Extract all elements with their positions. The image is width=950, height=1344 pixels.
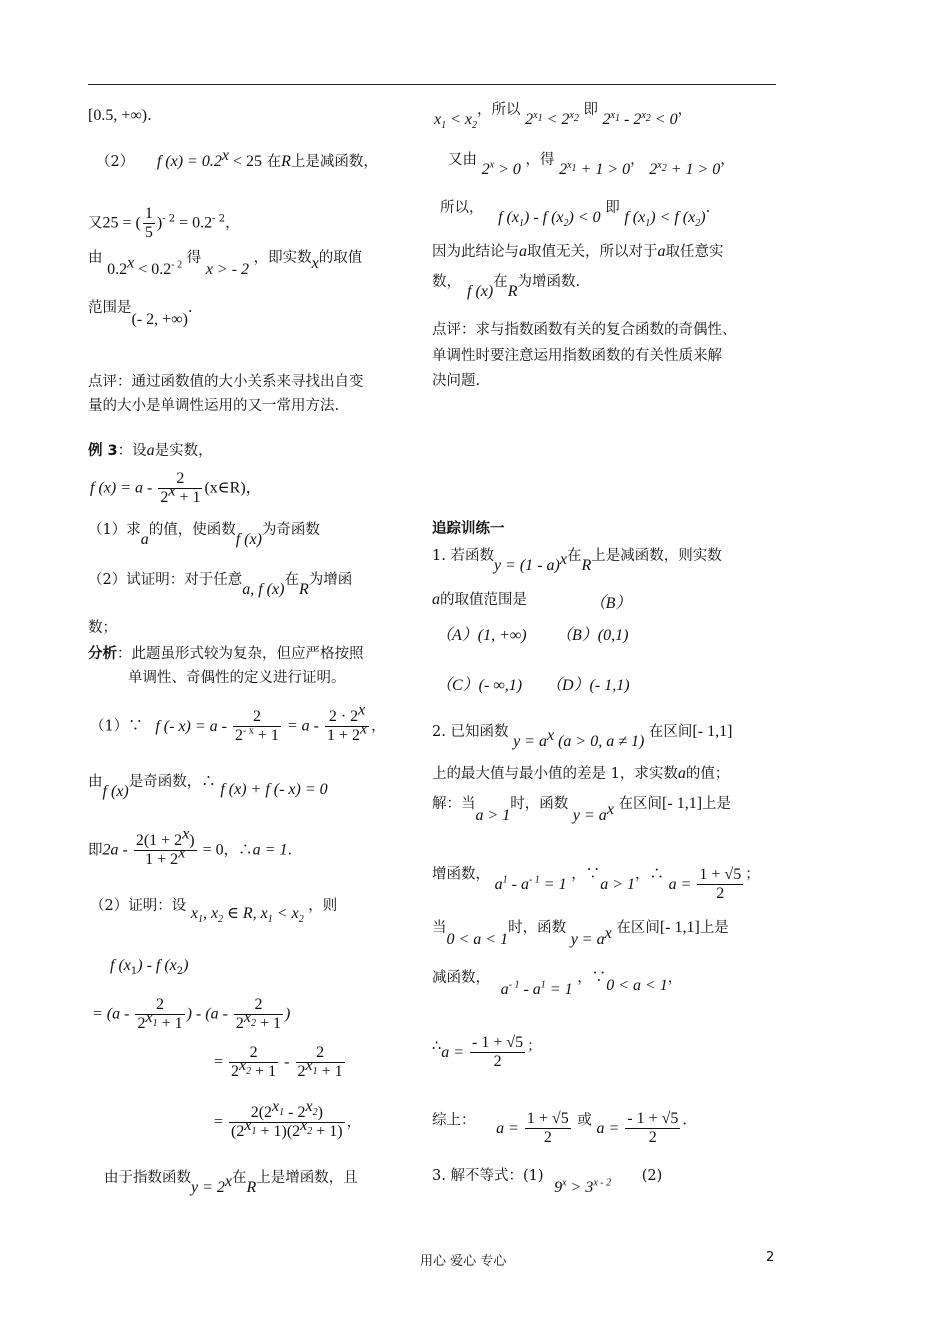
exercise-2-line: 2. 已知函数 $y = a^x$ (a > 0, a ≠ 1) 在区间[- 1,1]	[432, 723, 733, 750]
summary-line: 综上： a = $\frac{1 + √5}{2}$ 或 a = $\frac{- 1 + √5}{2}$ .	[432, 1110, 687, 1146]
independence-line: 因为此结论与a取值无关，所以对于a取任意实	[432, 243, 724, 260]
proof-2-setup: （2）证明：设 $x_1$, $x_2$ ∈ R, $x_1 < x_2$ ，则	[90, 898, 338, 926]
solve-a-line: 即2a - $\frac{2(1 + 2^x)}{1 + 2^x}$ = 0，∴a = 1.	[88, 825, 293, 868]
question-2: （2）试证明：对于任意a, f (x)在R为增函	[88, 572, 353, 598]
footer-motto: 用心 爱心 专心	[420, 1254, 507, 1269]
proof-1-line: （1）∵ f (- x) = a - $\frac{2}{2^{- x} + 1}$ = a - $\frac{2 \cdot 2^x}{1 + 2^x}$ ，	[90, 701, 386, 744]
option-a: （A）(1, +∞)	[436, 627, 527, 644]
solution-case-1: 解：当a > 1时，函数 $y = a^x$ 在区间[- 1,1]上是	[432, 795, 732, 824]
remark-1-line-2: 量的大小是单调性运用的又一常用方法.	[88, 398, 340, 414]
difference-line: f $(x_1)$ - f $(x_2)$	[110, 957, 189, 977]
option-c: （C）(- ∞,1)	[436, 677, 523, 694]
solution-case-2: 当0 < a < 1时，函数 $y = a^x$ 在区间[- 1,1]上是	[432, 919, 729, 948]
conclusion-line: 所以， f $(x_1)$ - f $(x_2) < 0$ 即 f $(x_1) < f$ $(x_2)$.	[440, 200, 711, 230]
increasing-line: 数，f (x)在R为增函数.	[432, 274, 581, 300]
option-d: （D）(- 1,1)	[546, 677, 630, 694]
inequality-line: 由 $0.2^x < 0.2^{- 2}$ 得 x > - 2 ，即实数x的取值	[88, 250, 363, 278]
range-result: [0.5, +∞).	[88, 107, 152, 124]
rewrite-25-line: 又25 = ( $\frac{1}{5}$ )$^{- 2} = 0.2^{- 2}$，	[88, 205, 240, 241]
practice-title: 追踪训练一	[432, 521, 505, 537]
example-3-heading: 例 3：设a是实数，	[88, 442, 213, 459]
analysis-line-2: 单调性、奇偶性的定义进行证明。	[128, 670, 346, 686]
option-b: （B）(0,1)	[556, 627, 629, 644]
remark-1-line-1: 点评：通过函数值的大小关系来寻找出自变	[88, 374, 364, 390]
question-2-cont: 数；	[88, 620, 117, 636]
exercise-3-line: 3. 解不等式：(1) $9^x > 3^{x - 2}$ (2)	[432, 1168, 663, 1196]
remark-2-line-2: 单调性时要注意运用指数函数的有关性质来解	[432, 348, 722, 364]
example-3-function: f (x) = a - $\frac{2}{2^x + 1}$ (x∈R)，	[90, 470, 262, 506]
remark-2-line-3: 决问题.	[432, 373, 481, 389]
positivity-line: 又由 $2^x > 0$ ，得 $2^{x_1} + 1 > 0$， $2^{x_2} + 1 > 0$，	[448, 152, 735, 178]
analysis-line-1: 分析：此题虽形式较为复杂，但应严格按照	[88, 646, 364, 662]
exercise-1-line-2: a的取值范围是 （B）	[432, 591, 632, 612]
since-line: $x_1 < x_2$，所以 $2^{x_1} < 2^{x_2}$ 即 $2^{x_1} - 2^{x_2} < 0$，	[434, 102, 693, 132]
difference-expand-2: = $\frac{2}{2^{x_2} + 1}$ - $\frac{2}{2^{x_1} + 1}$	[214, 1044, 343, 1080]
remark-2-line-1: 点评：求与指数函数有关的复合函数的奇偶性、	[432, 322, 737, 338]
exercise-1-line: 1. 若函数y = (1 - a)$^x$在R上是减函数，则实数	[432, 548, 722, 574]
solution-case-2-result: 减函数， $a^{- 1} - a^1 = 1$ ，∵0 < a < 1，	[432, 970, 683, 998]
exp-increasing-line: 由于指数函数$y = 2^x$在R上是增函数，且	[104, 1170, 358, 1196]
difference-expand-3: = $\frac{2(2^{x_1} - 2^{x_2})}{(2^{x_1} + 1)(2^{x_2} + 1)}$ ，	[214, 1097, 362, 1140]
step-2-line: （2） f $(x) = 0.2^x < 25$ 在R上是减函数，	[96, 147, 378, 170]
page-number: 2	[766, 1250, 775, 1265]
solution-case-2-value: ∴a = $\frac{- 1 + √5}{2}$ ；	[432, 1034, 542, 1070]
question-1: （1）求a的值，使函数f (x)为奇函数	[88, 522, 320, 548]
solution-case-1-result: 增函数， $a^1 - a^{- 1} = 1$ ，∵a > 1，∴ a = $\frac{1 + √5}{2}$ ；	[432, 866, 760, 902]
header-rule	[88, 84, 776, 85]
odd-function-line: 由f (x)是奇函数，∴ f (x) + f (- x) = 0	[88, 774, 328, 800]
range-line: 范围是(- 2, +∞).	[88, 300, 193, 328]
difference-expand-1: = (a - $\frac{2}{2^{x_1} + 1}$ ) - (a - $\frac{2}{2^{x_2} + 1}$ )	[92, 996, 291, 1032]
exercise-2-line-2: 上的最大值与最小值的差是 1，求实数a的值；	[432, 765, 730, 782]
